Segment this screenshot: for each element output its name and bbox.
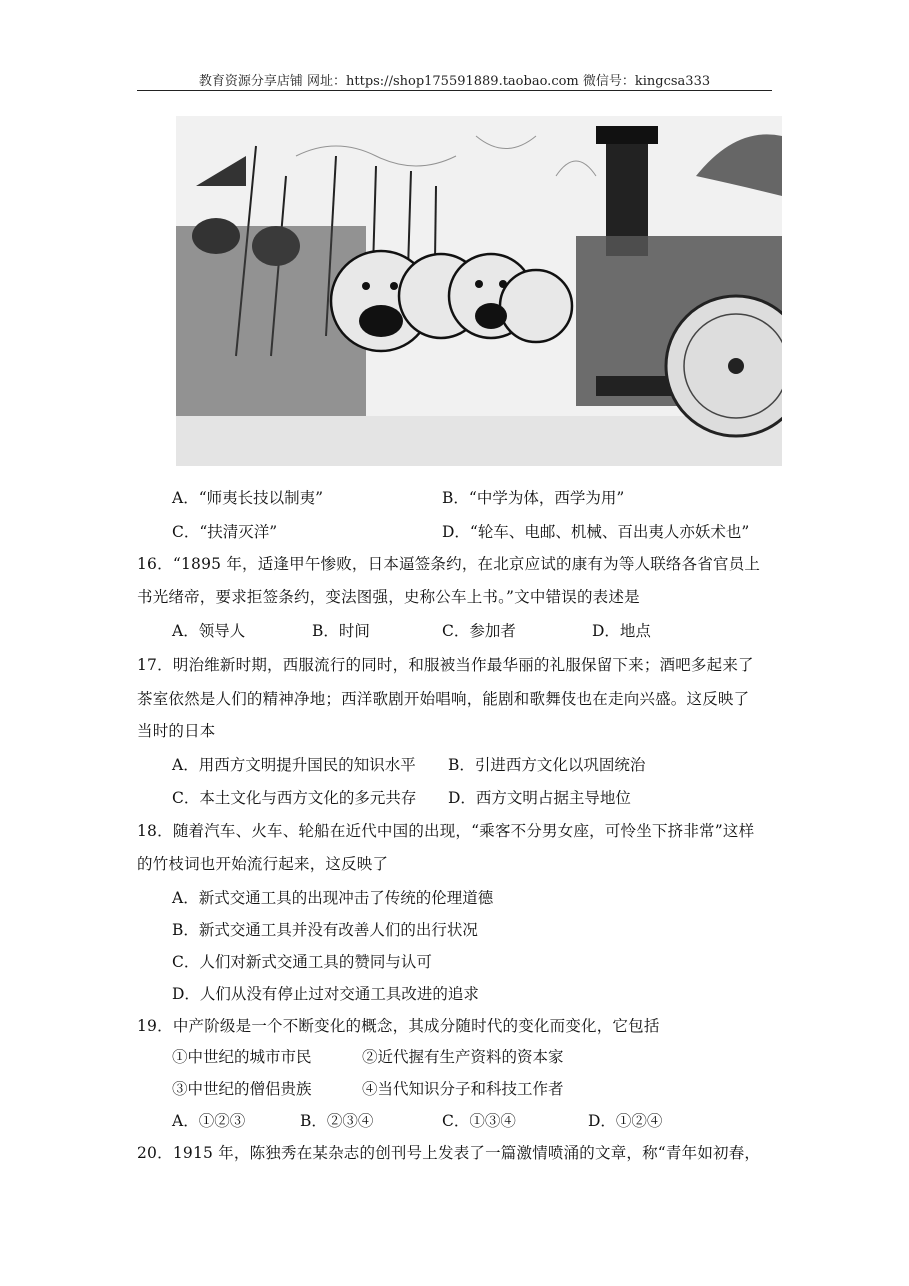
q18-option-c: C．人们对新式交通工具的赞同与认可 — [172, 953, 432, 971]
q18-option-d: D．人们从没有停止过对交通工具改进的追求 — [172, 985, 479, 1003]
q17-stem-line3: 当时的日本 — [137, 722, 216, 740]
q19-item-4: ④当代知识分子和科技工作者 — [362, 1080, 564, 1098]
q17-stem-line1: 17．明治维新时期，西服流行的同时，和服被当作最华丽的礼服保留下来；酒吧多起来了 — [137, 656, 754, 674]
header-rule — [137, 90, 772, 91]
q17-option-a: A．用西方文明提升国民的知识水平 — [172, 756, 416, 774]
q18-option-b: B．新式交通工具并没有改善人们的出行状况 — [172, 921, 478, 939]
q18-option-a: A．新式交通工具的出现冲击了传统的伦理道德 — [172, 889, 494, 907]
q18-stem-line2: 的竹枝词也开始流行起来，这反映了 — [137, 855, 389, 873]
q18-stem-line1: 18．随着汽车、火车、轮船在近代中国的出现，“乘客不分男女座，可怜坐下挤非常”这样 — [137, 822, 755, 840]
q17-option-b: B．引进西方文化以巩固统治 — [448, 756, 646, 774]
q16-option-d: D．地点 — [592, 622, 651, 640]
q19-option-d: D．①②④ — [588, 1112, 663, 1130]
q16-stem-line1: 16．“1895 年，适逢甲午惨败，日本逼签条约，在北京应试的康有为等人联络各省官员上 — [137, 555, 761, 573]
q15-option-b: B．“中学为体，西学为用” — [442, 489, 625, 507]
q16-stem-line2: 书光绪帝，要求拒签条约，变法图强，史称公车上书。”文中错误的表述是 — [137, 588, 640, 606]
q19-item-2: ②近代握有生产资料的资本家 — [362, 1048, 564, 1066]
q19-option-b: B．②③④ — [300, 1112, 374, 1130]
page-header: 教育资源分享店铺 网址：https://shop175591889.taobao.com 微信号：kingcsa333 — [198, 74, 711, 89]
q16-option-b: B．时间 — [312, 622, 370, 640]
q16-option-a: A．领导人 — [172, 622, 246, 640]
q19-option-c: C．①③④ — [442, 1112, 516, 1130]
q17-stem-line2: 茶室依然是人们的精神净地；西洋歌剧开始唱响，能剧和歌舞伎也在走向兴盛。这反映了 — [137, 690, 750, 708]
q20-stem-line1: 20．1915 年，陈独秀在某杂志的创刊号上发表了一篇激情喷涌的文章，称“青年如初春， — [137, 1144, 761, 1162]
q15-option-d: D．“轮车、电邮、机械、百出夷人亦妖术也” — [442, 523, 750, 541]
q17-option-d: D．西方文明占据主导地位 — [448, 789, 631, 807]
q19-stem-line1: 19．中产阶级是一个不断变化的概念，其成分随时代的变化而变化，它包括 — [137, 1017, 660, 1035]
q19-option-a: A．①②③ — [172, 1112, 246, 1130]
cartoon-illustration — [176, 116, 782, 466]
q16-option-c: C．参加者 — [442, 622, 516, 640]
q19-item-3: ③中世纪的僧侣贵族 — [172, 1080, 312, 1098]
q15-option-a: A．“师夷长技以制夷” — [172, 489, 324, 507]
q15-option-c: C．“扶清灭洋” — [172, 523, 278, 541]
q17-option-c: C．本土文化与西方文化的多元共存 — [172, 789, 417, 807]
q19-item-1: ①中世纪的城市市民 — [172, 1048, 312, 1066]
